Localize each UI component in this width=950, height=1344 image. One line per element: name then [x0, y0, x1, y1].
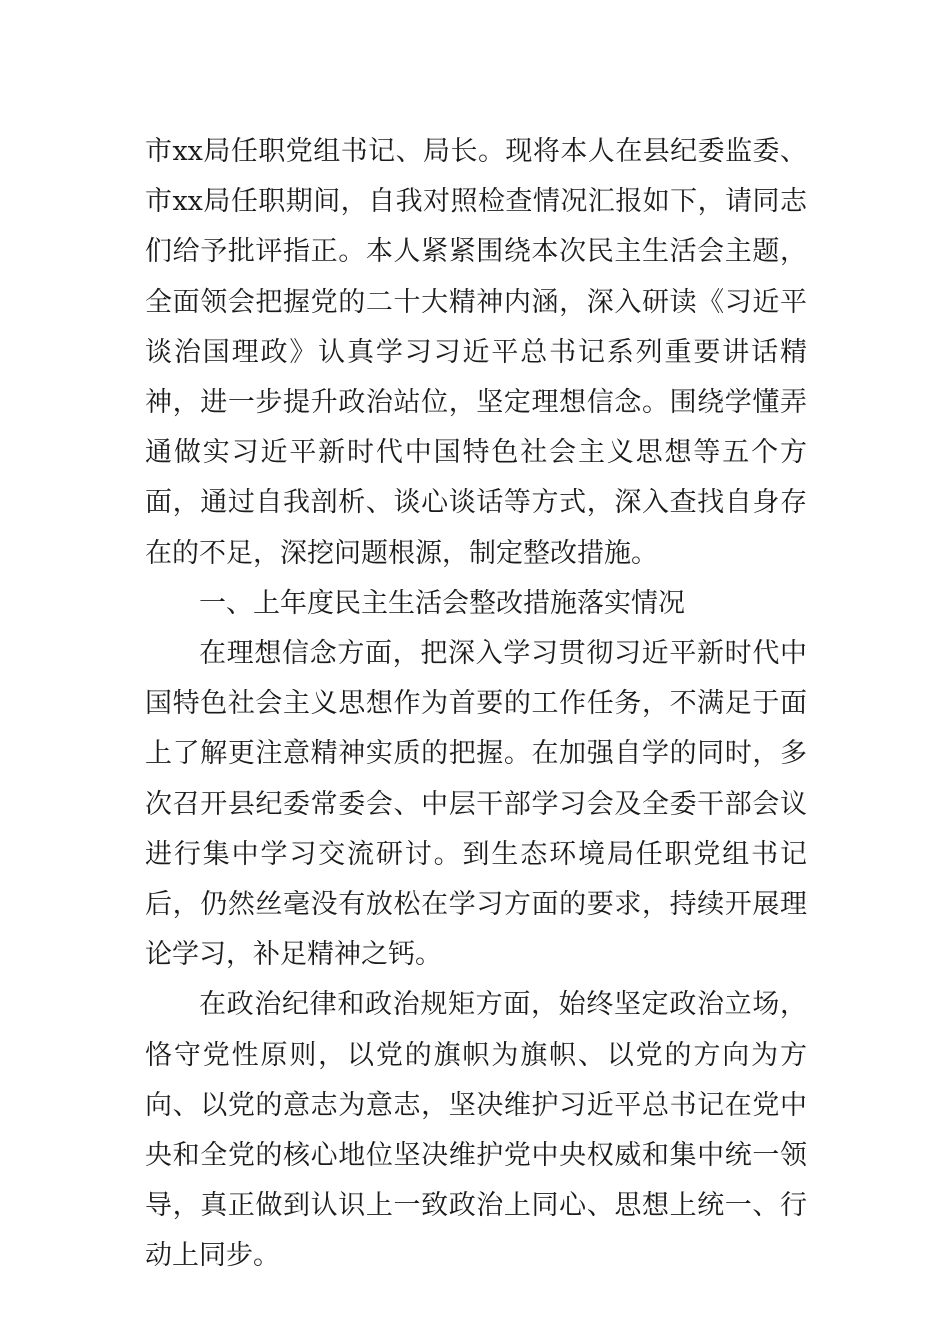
document-body — [145, 127, 807, 1282]
section-heading: 一、上年度民主生活会整改措施落实情况 — [199, 587, 685, 619]
paragraph-ideals-beliefs: 在理想信念方面，把深入学习贯彻习近平新时代中国特色社会主义思想作为首要的工作任务，不满足于面上了解更注意精神实质的把握。在加强自学的同时，多次召开县纪委常委会、中层干部学习会及全委干部会议进行集中学习交流研讨。到生态环境局任职党组书记后，仍然丝毫没有放松在学习方面的要求，持续开展理论学习，补足精神之钙。 — [145, 638, 807, 971]
paragraph-political-discipline: 在政治纪律和政治规矩方面，始终坚定政治立场，恪守党性原则，以党的旗帜为旗帜、以党的方向为方向、以党的意志为意志，坚决维护习近平总书记在党中央和全党的核心地位坚决维护党中央权威和集中统一领导，真正做到认识上一致政治上同心、思想上统一、行动上同步。 — [145, 989, 807, 1272]
paragraph-continuation: 市xx局任职党组书记、局长。现将本人在县纪委监委、市xx局任职期间，自我对照检查情况汇报如下，请同志们给予批评指正。本人紧紧围绕本次民主生活会主题，全面领会把握党的二十大精神内涵，深入研读《习近平谈治国理政》认真学习习近平总书记系列重要讲话精神，进一步提升政治站位，坚定理想信念。围绕学懂弄通做实习近平新时代中国特色社会主义思想等五个方面，通过自我剖析、谈心谈话等方式，深入查找自身存在的不足，深挖问题根源，制定整改措施。 — [145, 136, 807, 569]
